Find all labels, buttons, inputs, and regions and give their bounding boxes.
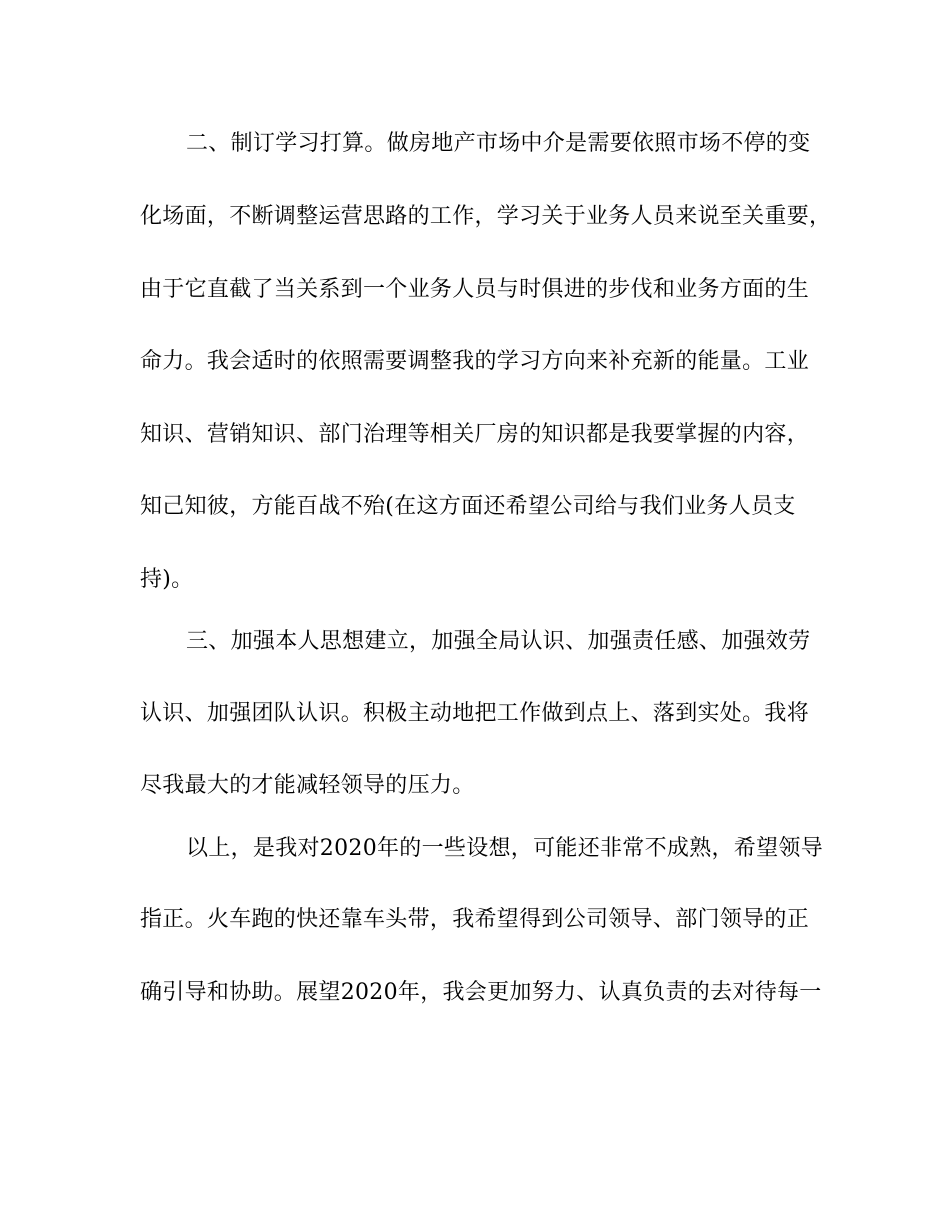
paragraph-2-line-3: 由于它直截了当关系到一个业务人员与时俱进的步伐和业务方面的生 (140, 277, 810, 302)
paragraph-3-line-3: 尽我最大的才能减轻领导的压力。 (140, 773, 475, 798)
paragraph-2-line-6: 知己知彼，方能百战不殆(在这方面还希望公司给与我们业务人员支 (140, 494, 796, 519)
paragraph-2-line-1: 二、制订学习打算。做房地产市场中介是需要依照市场不停的变 (186, 131, 811, 156)
paragraph-4-line-2: 指正。火车跑的快还靠车头带，我希望得到公司领导、部门领导的正 (140, 907, 810, 932)
paragraph-2-line-5: 知识、营销知识、部门治理等相关厂房的知识都是我要掌握的内容， (140, 422, 810, 447)
paragraph-4-line-3: 确引导和协助。展望2020年，我会更加努力、认真负责的去对待每一 (140, 980, 822, 1005)
paragraph-3-line-1: 三、加强本人思想建立，加强全局认识、加强责任感、加强效劳 (186, 629, 811, 654)
paragraph-2-line-4: 命力。我会适时的依照需要调整我的学习方向来补充新的能量。工业 (140, 349, 810, 374)
paragraph-2-line-2: 化场面，不断调整运营思路的工作，学习关于业务人员来说至关重要， (140, 204, 832, 229)
paragraph-3-line-2: 认识、加强团队认识。积极主动地把工作做到点上、落到实处。我将 (140, 701, 810, 726)
paragraph-4-line-1: 以上，是我对2020年的一些设想，可能还非常不成熟，希望领导 (186, 836, 823, 861)
paragraph-2-line-7: 持)。 (140, 567, 194, 592)
